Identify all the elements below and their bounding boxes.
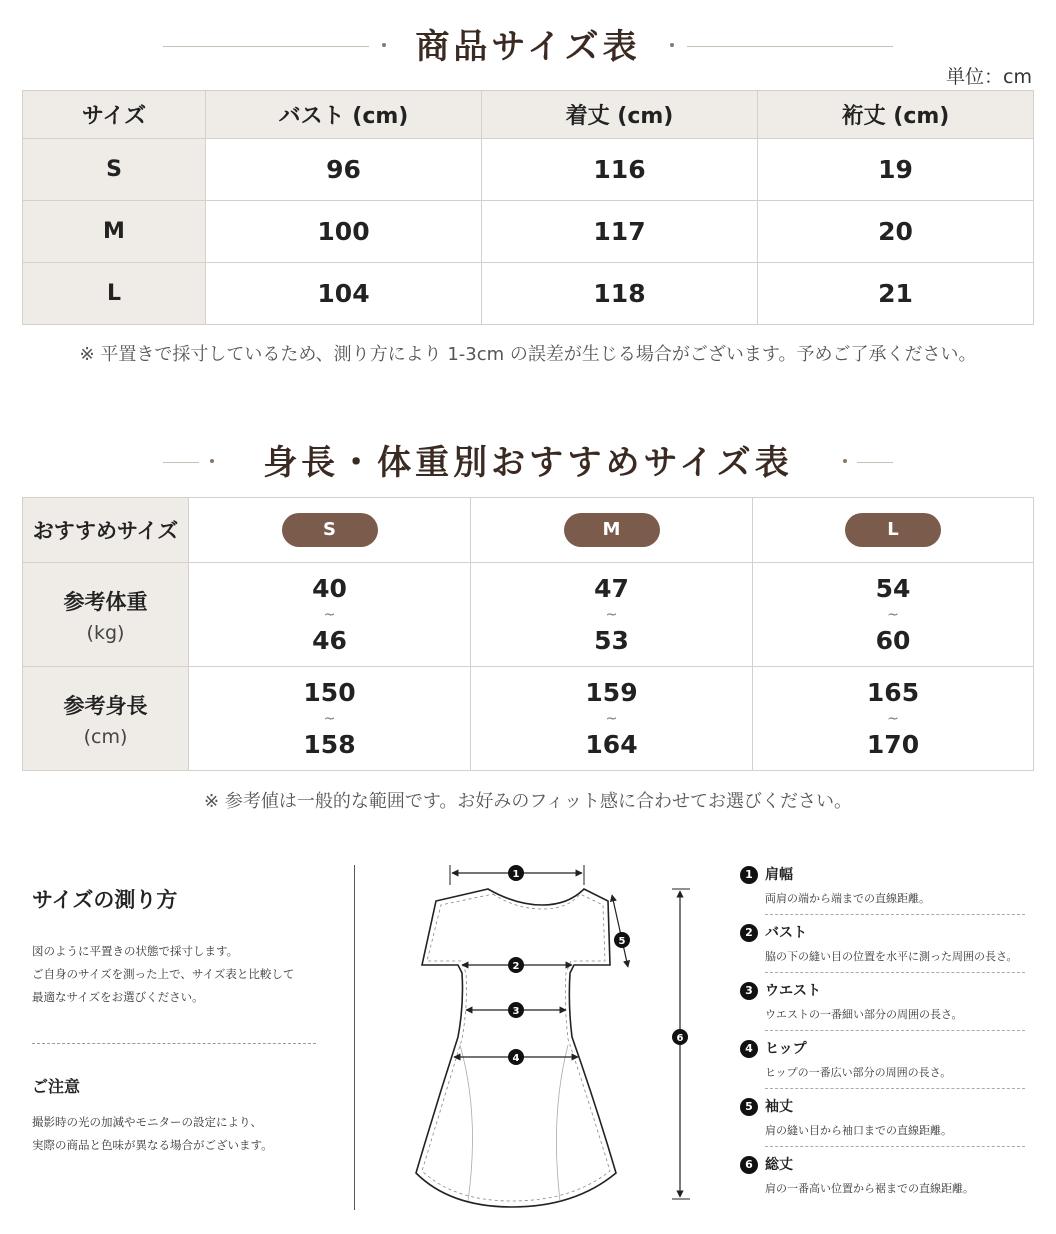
howto-line: 最適なサイズをお選びください。 (32, 990, 204, 1004)
recommend-note: ※ 参考値は一般的な範囲です。お好みのフィット感に合わせてお選びください。 (204, 791, 852, 812)
size-cell (753, 498, 1034, 563)
list-item (740, 920, 1030, 978)
list-item (740, 862, 1030, 920)
length-cell: 116 (482, 139, 758, 201)
height-label: 参考身長 (63, 693, 148, 718)
number-icon: 6 (740, 1156, 758, 1174)
length-cell: 118 (482, 263, 758, 325)
weight-label: 参考体重 (63, 589, 148, 614)
table-row (23, 498, 1034, 563)
weight-cell (471, 563, 753, 667)
legend-desc: 脇の下の縫い目の位置を水平に測った周囲の長さ。 (765, 950, 1018, 963)
list-item (740, 1036, 1030, 1094)
weight-row-label (23, 563, 189, 667)
caution-line: 実際の商品と色味が異なる場合がございます。 (32, 1138, 273, 1152)
legend-label: ヒップ (765, 1041, 807, 1057)
height-unit: (cm) (83, 725, 128, 748)
length-cell: 117 (482, 201, 758, 263)
marker-4 (508, 1049, 524, 1065)
legend-label: 袖丈 (765, 1099, 793, 1115)
caution-title: ご注意 (32, 1077, 81, 1096)
table-row (23, 201, 1034, 263)
legend-desc: 肩の縫い目から袖口までの直線距離。 (765, 1124, 952, 1137)
svg-text:4: 4 (512, 1053, 520, 1064)
divider (765, 914, 1025, 915)
table-row (23, 563, 1034, 667)
howto-title: サイズの測り方 (32, 888, 178, 912)
sleeve-cell: 20 (758, 201, 1034, 263)
size-badge: L (845, 513, 941, 547)
height-max: 164 (585, 729, 638, 759)
weight-max: 46 (312, 625, 347, 655)
size-chart-note: ※ 平置きで採寸しているため、測り方により 1-3cm の誤差が生じる場合がございます。予めご了承ください。 (79, 344, 977, 365)
bust-cell: 96 (206, 139, 482, 201)
table-row (23, 263, 1034, 325)
legend-desc: 両肩の端から端までの直線距離。 (765, 892, 930, 905)
marker-6 (672, 1029, 688, 1045)
bust-cell: 100 (206, 201, 482, 263)
title-rule-right (687, 46, 893, 47)
legend-label: バスト (765, 925, 807, 941)
vertical-divider (354, 865, 355, 1210)
divider (765, 1146, 1025, 1147)
height-row-label (23, 667, 189, 771)
sleeve-cell: 19 (758, 139, 1034, 201)
recommend-title: 身長・体重別おすすめサイズ表 (263, 443, 793, 483)
weight-max: 60 (875, 625, 911, 655)
weight-max: 53 (594, 625, 629, 655)
range-tilde: ~ (323, 606, 336, 623)
size-cell (471, 498, 753, 563)
svg-text:6: 6 (676, 1033, 684, 1044)
caution-line: 撮影時の光の加減やモニターの設定により、 (32, 1115, 262, 1129)
measurement-legend (740, 862, 1030, 1210)
range-tilde: ~ (887, 606, 899, 623)
weight-cell (189, 563, 471, 667)
bust-cell: 104 (206, 263, 482, 325)
divider (765, 972, 1025, 973)
size-chart-title-row (0, 22, 1056, 72)
weight-min: 47 (594, 573, 629, 603)
height-cell (753, 667, 1034, 771)
height-min: 165 (866, 677, 920, 707)
dress-outline (416, 889, 616, 1207)
list-item (740, 978, 1030, 1036)
number-icon: 5 (740, 1098, 758, 1116)
weight-cell (753, 563, 1034, 667)
height-max: 158 (303, 729, 356, 759)
recommend-table (22, 497, 1034, 771)
size-cell: M (23, 201, 206, 263)
col-header: 着丈 (cm) (482, 91, 758, 139)
unit-label: 単位：cm (946, 66, 1032, 88)
divider (765, 1088, 1025, 1089)
size-cell: L (23, 263, 206, 325)
dress-measurement-diagram (400, 855, 700, 1215)
list-item (740, 1094, 1030, 1152)
legend-desc: ヒップの一番広い部分の周囲の長さ。 (765, 1066, 952, 1079)
table-row (23, 139, 1034, 201)
svg-text:5: 5 (618, 936, 626, 947)
howto-line: 図のように平置きの状態で採寸します。 (32, 944, 239, 958)
height-min: 150 (303, 677, 356, 707)
marker-5 (614, 932, 630, 948)
height-max: 170 (866, 729, 920, 759)
howto-line: ご自身のサイズを測った上で、サイズ表と比較して (32, 967, 295, 981)
divider (32, 1043, 316, 1044)
recommend-title-row (0, 438, 1056, 488)
range-tilde: ~ (605, 710, 618, 727)
size-table-header (23, 91, 1034, 139)
legend-desc: ウエストの一番細い部分の周囲の長さ。 (765, 1008, 963, 1021)
range-tilde: ~ (605, 606, 618, 623)
weight-min: 54 (875, 573, 911, 603)
number-icon: 2 (740, 924, 758, 942)
number-icon: 3 (740, 982, 758, 1000)
list-item (740, 1152, 1030, 1210)
legend-label: 総丈 (765, 1157, 793, 1173)
size-cell: S (23, 139, 206, 201)
height-cell (189, 667, 471, 771)
legend-label: ウエスト (765, 983, 821, 999)
range-tilde: ~ (887, 710, 899, 727)
size-cell (189, 498, 471, 563)
marker-1 (508, 865, 524, 881)
col-header: バスト (cm) (206, 91, 482, 139)
col-header: サイズ (23, 91, 206, 139)
size-table (22, 90, 1034, 325)
number-icon: 4 (740, 1040, 758, 1058)
marker-2 (508, 957, 524, 973)
height-min: 159 (585, 677, 638, 707)
svg-text:1: 1 (512, 869, 520, 880)
size-badge: S (282, 513, 378, 547)
legend-desc: 肩の一番高い位置から裾までの直線距離。 (765, 1182, 974, 1195)
legend-label: 肩幅 (765, 867, 793, 883)
divider (765, 1030, 1025, 1031)
height-cell (471, 667, 753, 771)
table-row (23, 667, 1034, 771)
number-icon: 1 (740, 866, 758, 884)
sleeve-line (612, 895, 628, 967)
col-header: 裄丈 (cm) (758, 91, 1034, 139)
title-rule-right (857, 462, 893, 463)
howto-panel (32, 884, 322, 1157)
weight-min: 40 (312, 573, 347, 603)
svg-text:3: 3 (512, 1006, 520, 1017)
weight-unit: (kg) (86, 621, 125, 644)
size-badge: M (564, 513, 660, 547)
title-dot-right (670, 43, 674, 47)
size-row-label: おすすめサイズ (23, 498, 189, 563)
svg-text:2: 2 (512, 961, 520, 972)
size-chart-title: 商品サイズ表 (415, 27, 641, 67)
title-dot-right (843, 459, 847, 463)
range-tilde: ~ (323, 710, 336, 727)
sleeve-cell: 21 (758, 263, 1034, 325)
marker-3 (508, 1002, 524, 1018)
